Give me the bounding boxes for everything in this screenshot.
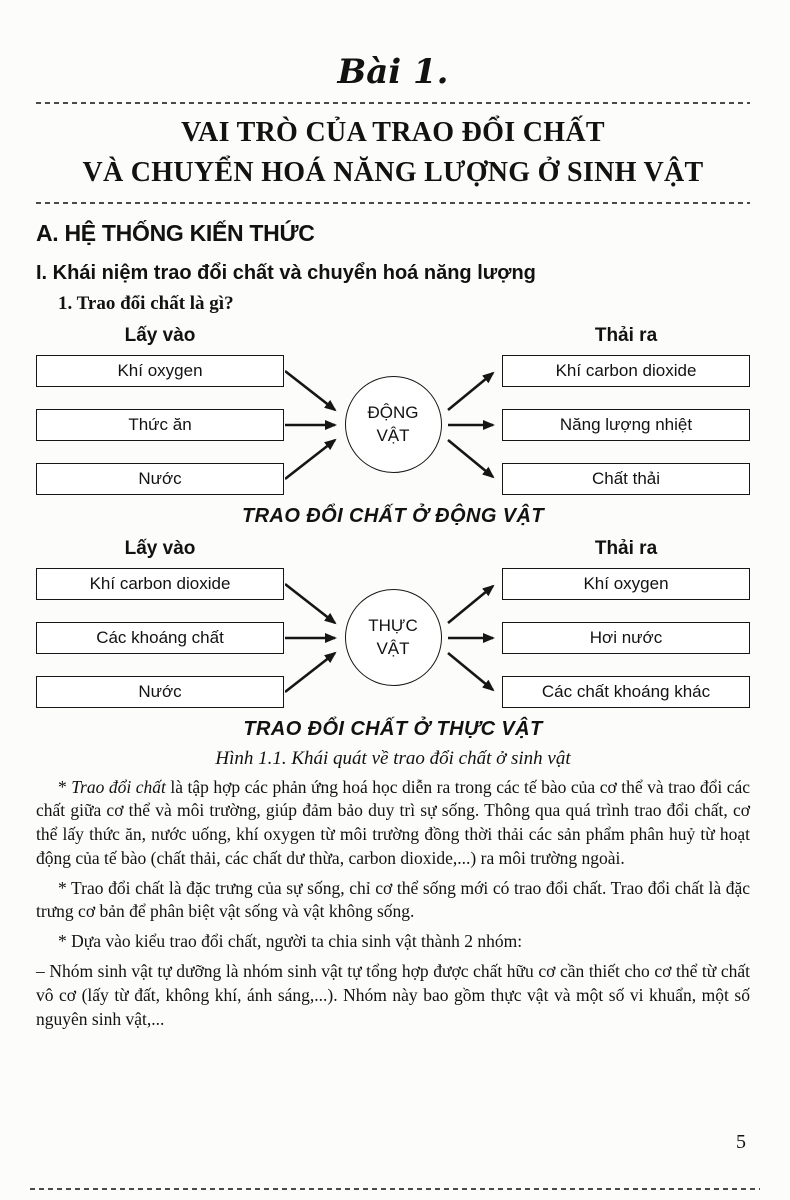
body-text [36,776,750,1032]
divider-dotted-under-title [36,202,750,204]
plant-input-box: Khí carbon dioxide [36,568,284,600]
diagram-animal-body [36,355,750,495]
plant-input-box: Nước [36,676,284,708]
paragraph-metabolism-definition [36,776,750,871]
animal-output-box: Khí carbon dioxide [502,355,750,387]
animal-input-box: Thức ăn [36,409,284,441]
animal-input-arrows-icon [285,355,343,495]
animal-organism-node [345,376,442,473]
plant-output-box: Các chất khoáng khác [502,676,750,708]
intake-label: Lấy vào [124,324,196,346]
diagram-plant-metabolism [36,538,750,741]
heading-concept: I. Khái niệm trao đổi chất và chuyển hoá năng lượng [36,261,536,284]
figure-caption: Hình 1.1. Khái quát về trao đổi chất ở sinh vật [215,747,571,769]
plant-input-box: Các khoáng chất [36,622,284,654]
divider-dotted-top [36,102,750,104]
animal-output-box: Năng lượng nhiệt [502,409,750,441]
intake-label: Lấy vào [124,537,196,559]
paragraph-metabolism-characteristic: * Trao đổi chất là đặc trưng của sự sống, chỉ cơ thể sống mới có trao đổi chất. Trao đổi chất là đặc trưng cơ bản để phân biệt vật sống và vật không sống. [36,877,750,922]
plant-input-arrows-icon [285,568,343,708]
plant-output-box: Khí oxygen [502,568,750,600]
plant-organism-label: THỰC VẬT [368,616,418,658]
plant-diagram-caption: TRAO ĐỔI CHẤT Ở THỰC VẬT [243,717,543,740]
animal-input-box: Nước [36,463,284,495]
plant-organism-node [345,589,442,686]
section-heading-a: A. HỆ THỐNG KIẾN THỨC [36,219,315,246]
paragraph-two-groups: * Dựa vào kiểu trao đổi chất, người ta chia sinh vật thành 2 nhóm: [58,931,523,952]
animal-output-arrows-icon [443,355,501,495]
diagram-animal-metabolism [36,325,750,528]
animal-input-column [36,355,284,495]
divider-dotted-bottom [30,1188,760,1190]
plant-input-column [36,568,284,708]
page-number: 5 [736,1131,746,1153]
diagram-plant-body [36,568,750,708]
page-title [36,113,750,193]
page-title-line1: VAI TRÒ CỦA TRAO ĐỔI CHẤT [181,117,605,148]
output-label: Thải ra [594,537,658,559]
lesson-label: Bài 1. [337,52,449,92]
term-metabolism: Trao đổi chất [71,776,166,797]
paragraph-autotrophs: – Nhóm sinh vật tự dưỡng là nhóm sinh vật tự tổng hợp được chất hữu cơ cần thiết cho cơ thể từ chất vô cơ (lấy từ đất, không khí, ánh sáng,...). Nhóm này bao gồm thực vật và một số vi khuẩn, một số nguyên sinh vật,... [36,961,750,1029]
bullet-marker: * [58,776,72,797]
plant-output-column [502,568,750,708]
page-title-line2: VÀ CHUYỂN HOÁ NĂNG LƯỢNG Ở SINH VẬT [82,156,704,188]
animal-input-box: Khí oxygen [36,355,284,387]
animal-output-column [502,355,750,495]
plant-output-box: Hơi nước [502,622,750,654]
animal-diagram-caption: TRAO ĐỔI CHẤT Ở ĐỘNG VẬT [242,504,544,527]
output-label: Thải ra [594,324,658,346]
plant-output-arrows-icon [443,568,501,708]
animal-output-box: Chất thải [502,463,750,495]
diagram-plant-labels [36,538,750,560]
diagram-animal-labels [36,325,750,347]
heading-what-is-metabolism: 1. Trao đổi chất là gì? [58,292,234,314]
animal-organism-label: ĐỘNG VẬT [367,403,419,445]
paragraph-definition-rest: là tập hợp các phản ứng hoá học diễn ra trong các tế bào của cơ thể và trao đổi các chất giữa cơ thể và môi trường, giúp đảm bảo duy trì sự sống. Thông qua quá trình trao đổi chất, cơ thể lấy thức ăn, nước uống, khí oxygen từ môi trường đồng thời thải các sản phẩm phân huỷ từ hoạt động của tế bào (chất thải, các chất dư thừa, carbon dioxide,...) ra môi trường ngoài. [36,776,751,868]
